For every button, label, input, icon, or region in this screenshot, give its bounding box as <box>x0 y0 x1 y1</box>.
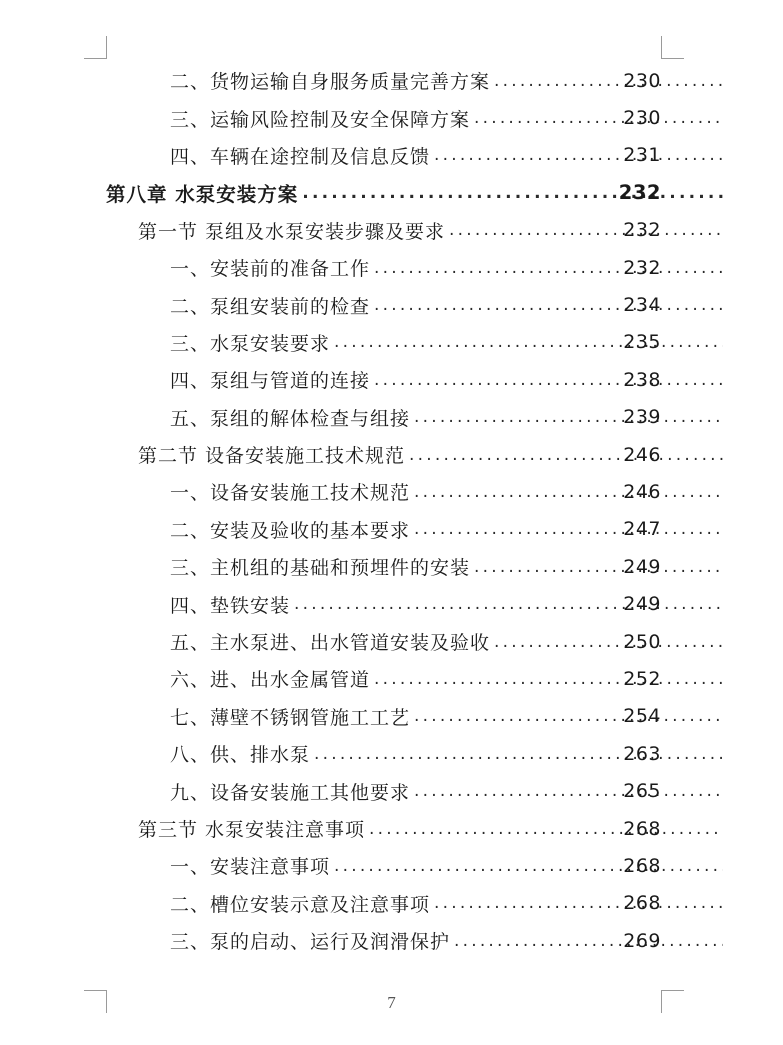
toc-entry-page: 252 <box>623 667 661 690</box>
toc-entry-title: 三、主机组的基础和预埋件的安装 <box>170 557 471 580</box>
toc-entry-chapter[interactable] <box>0 174 783 211</box>
toc-entry-item[interactable] <box>0 99 783 136</box>
toc-entry-item[interactable] <box>0 698 783 735</box>
toc-entry-title: 一、设备安装施工技术规范 <box>170 482 411 505</box>
toc-entry-item[interactable] <box>0 922 783 959</box>
toc-entry-item[interactable] <box>0 249 783 286</box>
toc-dot-leader <box>414 407 723 427</box>
toc-dot-leader <box>409 445 723 465</box>
toc-entry-title: 二、泵组安装前的检查 <box>170 295 371 318</box>
crop-mark-top-right <box>661 36 684 59</box>
toc-entry-title: 六、进、出水金属管道 <box>170 669 371 692</box>
toc-entry-title: 五、泵组的解体检查与组接 <box>170 407 411 430</box>
toc-entry-title: 三、水泵安装要求 <box>170 332 331 355</box>
toc-entry-title: 一、安装注意事项 <box>170 856 331 879</box>
toc-dot-leader <box>449 220 723 240</box>
toc-entry-title: 四、车辆在途控制及信息反馈 <box>170 145 431 168</box>
toc-dot-leader <box>374 295 723 315</box>
toc-entry-title: 第八章 水泵安装方案 <box>106 182 299 206</box>
toc-entry-item[interactable] <box>0 847 783 884</box>
toc-entry-page: 268 <box>623 854 661 877</box>
toc-entry-title: 四、垫铁安装 <box>170 594 291 617</box>
toc-dot-leader <box>414 706 723 726</box>
toc-dot-leader <box>414 519 723 539</box>
page-number: 7 <box>387 993 396 1012</box>
toc-entry-item[interactable] <box>0 473 783 510</box>
toc-entry-page: 234 <box>623 294 661 317</box>
toc-entry-item[interactable] <box>0 585 783 622</box>
toc-entry-title: 第二节 设备安装施工技术规范 <box>138 445 406 468</box>
toc-entry-page: 247 <box>623 518 661 541</box>
toc-dot-leader <box>374 258 723 278</box>
toc-entry-title: 五、主水泵进、出水管道安装及验收 <box>170 632 491 655</box>
toc-dot-leader <box>374 669 723 689</box>
toc-entry-page: 231 <box>623 144 661 167</box>
toc-entry-item[interactable] <box>0 548 783 585</box>
toc-entry-section[interactable] <box>0 436 783 473</box>
toc-entry-page: 232 <box>623 256 661 279</box>
toc-entry-title: 一、安装前的准备工作 <box>170 258 371 281</box>
toc-dot-leader <box>434 145 723 165</box>
toc-entry-page: 249 <box>623 555 661 578</box>
toc-dot-leader <box>374 370 723 390</box>
toc-entry-page: 246 <box>623 443 661 466</box>
toc-dot-leader <box>454 931 723 951</box>
toc-entry-item[interactable] <box>0 361 783 398</box>
toc-dot-leader <box>314 744 723 764</box>
toc-entry-item[interactable] <box>0 735 783 772</box>
toc-dot-leader <box>494 632 723 652</box>
toc-entry-item[interactable] <box>0 660 783 697</box>
toc-entry-title: 二、安装及验收的基本要求 <box>170 519 411 542</box>
toc-entry-title: 三、泵的启动、运行及润滑保护 <box>170 931 451 954</box>
toc-entry-title: 七、薄壁不锈钢管施工工艺 <box>170 706 411 729</box>
toc-entry-page: 230 <box>623 69 661 92</box>
toc-entry-page: 268 <box>623 892 661 915</box>
toc-entry-page: 249 <box>623 593 661 616</box>
crop-mark-top-left <box>84 36 107 59</box>
toc-dot-leader <box>474 108 723 128</box>
toc-entry-page: 232 <box>618 181 661 205</box>
toc-entry-page: 265 <box>623 780 661 803</box>
toc-dot-leader <box>369 819 723 839</box>
toc-entry-page: 235 <box>623 331 661 354</box>
toc-entry-title: 二、货物运输自身服务质量完善方案 <box>170 71 491 94</box>
toc-entry-page: 254 <box>623 705 661 728</box>
toc-entry-item[interactable] <box>0 623 783 660</box>
toc-entry-section[interactable] <box>0 810 783 847</box>
toc-entry-page: 232 <box>623 219 661 242</box>
toc-dot-leader <box>414 482 723 502</box>
toc-dot-leader <box>414 781 723 801</box>
toc-dot-leader <box>434 893 723 913</box>
toc-entry-item[interactable] <box>0 62 783 99</box>
toc-entry-title: 二、槽位安装示意及注意事项 <box>170 893 431 916</box>
toc-entry-title: 八、供、排水泵 <box>170 744 311 767</box>
toc-entry-page: 230 <box>623 107 661 130</box>
table-of-contents <box>0 62 783 959</box>
toc-dot-leader <box>494 71 723 91</box>
toc-entry-title: 三、运输风险控制及安全保障方案 <box>170 108 471 131</box>
toc-entry-item[interactable] <box>0 286 783 323</box>
toc-entry-page: 239 <box>623 406 661 429</box>
toc-entry-item[interactable] <box>0 324 783 361</box>
toc-entry-section[interactable] <box>0 212 783 249</box>
toc-dot-leader <box>334 332 723 352</box>
toc-entry-item[interactable] <box>0 885 783 922</box>
toc-entry-page: 250 <box>623 630 661 653</box>
toc-entry-page: 238 <box>623 368 661 391</box>
toc-entry-title: 四、泵组与管道的连接 <box>170 370 371 393</box>
toc-entry-title: 第一节 泵组及水泵安装步骤及要求 <box>138 220 446 243</box>
toc-dot-leader <box>334 856 723 876</box>
toc-entry-item[interactable] <box>0 772 783 809</box>
toc-entry-title: 九、设备安装施工其他要求 <box>170 781 411 804</box>
toc-entry-item[interactable] <box>0 399 783 436</box>
toc-entry-page: 269 <box>623 929 661 952</box>
toc-entry-page: 263 <box>623 742 661 765</box>
toc-dot-leader <box>474 557 723 577</box>
toc-entry-page: 268 <box>623 817 661 840</box>
toc-entry-item[interactable] <box>0 137 783 174</box>
toc-entry-page: 246 <box>623 480 661 503</box>
toc-entry-item[interactable] <box>0 511 783 548</box>
toc-entry-title: 第三节 水泵安装注意事项 <box>138 819 366 841</box>
